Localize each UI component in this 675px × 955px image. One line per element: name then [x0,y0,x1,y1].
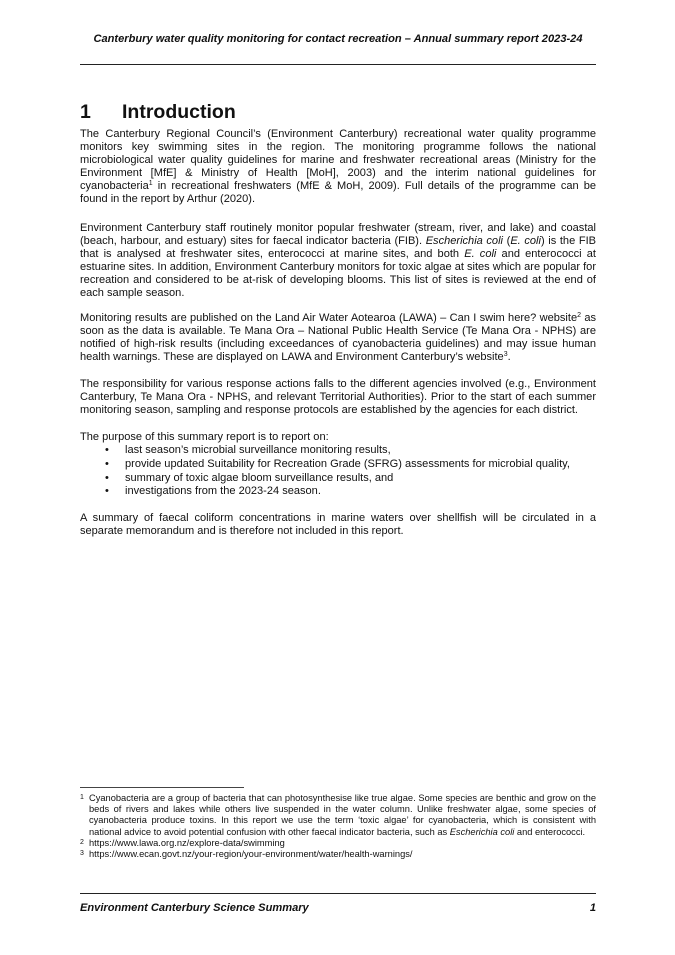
paragraph-shellfish: A summary of faecal coliform concentrations in marine waters over shellfish will be circulated in a separate memorandum and is therefore not included in this report. [80,512,596,537]
list-item: • provide updated Suitability for Recreation Grade (SFRG) assessments for microbial quality, [80,458,596,472]
paragraph-monitoring: Environment Canterbury staff routinely monitor popular freshwater (stream, river, and lake) and coastal (beach, harbour, and estuary) sites for faecal indicator bacteria (FIB). Escherichia coli (E. coli) is the FIB that is analysed at freshwater sites, enterococci at marine sites, and both E. coli and enterococci at estuarine sites. In addition, Environment Canterbury monitors for toxic algae at sites which are popular for recreation and considered to be at-risk of developing blooms. This list of sites is reviewed at the end of each sample season. [80,222,597,299]
footnote-ref-3[interactable]: 3 [503,350,508,358]
section-title: Introduction [122,101,236,123]
footnote-ref-1[interactable]: 1 [148,179,153,187]
list-item: • summary of toxic algae bloom surveillance results, and [80,472,596,486]
list-item: • investigations from the 2023-24 season. [80,485,596,499]
footer-rule [80,893,596,894]
footnote-2: 2 https://www.lawa.org.nz/explore-data/swimming [80,837,285,848]
footnote-2-link[interactable]: https://www.lawa.org.nz/explore-data/swimming [89,837,285,848]
footnote-3-link[interactable]: https://www.ecan.govt.nz/your-region/your-environment/water/health-warnings/ [89,849,413,860]
page-number: 1 [589,902,596,914]
paragraph-purpose: The purpose of this summary report is to report on: [80,431,329,443]
footnote-3: 3 https://www.ecan.govt.nz/your-region/your-environment/water/health-warnings/ [80,849,413,860]
footer-title: Environment Canterbury Science Summary [80,902,309,914]
list-item: • last season’s microbial surveillance monitoring results, [80,444,596,458]
header-rule [80,64,596,65]
running-header: Canterbury water quality monitoring for contact recreation – Annual summary report 2023-24 [93,33,583,45]
footnotes [80,793,596,860]
purpose-list [80,444,596,499]
footnote-ref-2[interactable]: 2 [577,312,581,319]
paragraph-programme: The Canterbury Regional Council’s (Environment Canterbury) recreational water quality programme monitors key swimming sites in the region. The monitoring programme follows the national microbiological water quality guidelines for marine and freshwater recreational areas (Ministry for the Environment [MfE] & Ministry of Health [MoH], 2003) and the interim national guidelines for cyanobacteria$^1$ in recreational freshwaters (MfE & MoH, 2009). Full details of the programme can be found in the report by Arthur (2020). [80,128,596,205]
paragraph-responsibility: The responsibility for various response actions falls to the different agencies involved (e.g., Environment Canterbury, Te Mana Ora - NPHS, and relevant Territorial Authorities). Prior to the start of each summer monitoring season, sampling and response protocols are established by the agencies for each district. [80,378,596,416]
section-number: 1 [80,101,91,123]
paragraph-results: Monitoring results are published on the Land Air Water Aotearoa (LAWA) – Can I swim here? website$^2$ as soon as the data is available. Te Mana Ora – National Public Health Service (Te Mana Ora - NPHS) are notified of high-risk results (including exceedances of cyanobacteria guidelines) and may issue human health warnings. These are displayed on LAWA and Environment Canterbury’s website$^3$. [80,312,596,363]
section-heading [80,101,236,124]
footnote-separator [80,787,244,788]
footnote-1: 1 Cyanobacteria are a group of bacteria that can photosynthesise like true algae. Some species are benthic and grow on the beds of rivers and lakes while others live suspended in the water column. Unlike freshwater algae, some species of cyanobacteria produce toxins. In this report we use the term ‘toxic algae’ for cyanobacteria, which is consistent with national advice to avoid potential confusion with other faecal indicator bacteria, such as Escherichia coli and enterococci. [80,793,596,837]
